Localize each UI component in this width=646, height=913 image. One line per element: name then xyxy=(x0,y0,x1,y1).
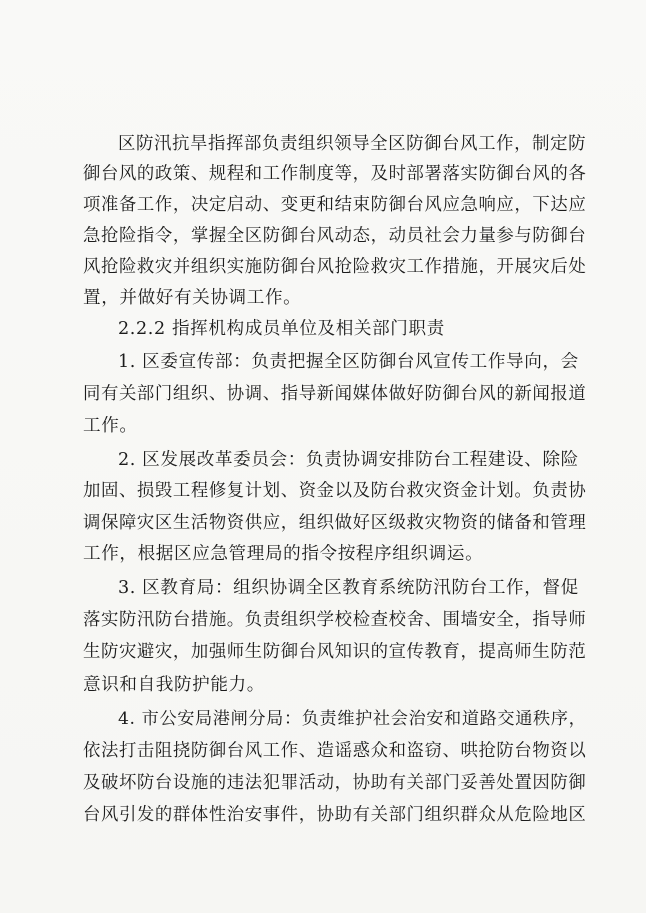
body-text-line: 风抢险救灾并组织实施防御台风抢险救灾工作措施，开展灾后处 xyxy=(83,257,587,277)
body-text-line: 2. 区发展改革委员会：负责协调安排防台工程建设、除险 xyxy=(118,450,579,470)
body-text-line: 置，并做好有关协调工作。 xyxy=(83,288,302,308)
body-text-line: 生防灾避灾，加强师生防御台风知识的宣传教育，提高师生防范 xyxy=(83,642,587,662)
body-text-line: 工作，根据区应急管理局的指令按程序组织调运。 xyxy=(83,544,484,564)
body-text-line: 台风引发的群体性治安事件，协助有关部门组织群众从危险地区 xyxy=(83,805,587,825)
body-text-line: 区防汛抗旱指挥部负责组织领导全区防御台风工作，制定防 xyxy=(118,134,587,154)
body-text-line: 4. 市公安局港闸分局：负责维护社会治安和道路交通秩序， xyxy=(118,709,587,729)
section-heading: 2.2.2 指挥机构成员单位及相关部门职责 xyxy=(118,319,445,339)
body-text-line: 急抢险指令，掌握全区防御台风动态，动员社会力量参与防御台 xyxy=(83,226,587,246)
body-text-line: 3. 区教育局：组织协调全区教育系统防汛防台工作，督促 xyxy=(118,578,579,598)
body-text-line: 及破坏防台设施的违法犯罪活动，协助有关部门妥善处置因防御 xyxy=(83,773,587,793)
body-text-line: 工作。 xyxy=(83,416,138,436)
body-text-line: 落实防汛防台措施。负责组织学校检查校舍、围墙安全，指导师 xyxy=(83,610,587,630)
body-text-line: 1. 区委宣传部：负责把握全区防御台风宣传工作导向，会 xyxy=(118,352,579,372)
body-text-line: 依法打击阻挠防御台风工作、造谣惑众和盗窃、哄抢防台物资以 xyxy=(83,741,587,761)
body-text-line: 加固、损毁工程修复计划、资金以及防台救灾资金计划。负责协 xyxy=(83,481,587,501)
body-text-line: 调保障灾区生活物资供应，组织做好区级救灾物资的储备和管理 xyxy=(83,513,587,533)
body-text-line: 同有关部门组织、协调、指导新闻媒体做好防御台风的新闻报道 xyxy=(83,384,587,404)
body-text-line: 御台风的政策、规程和工作制度等，及时部署落实防御台风的各 xyxy=(83,164,587,184)
body-text-line: 项准备工作，决定启动、变更和结束防御台风应急响应，下达应 xyxy=(83,195,587,215)
body-text-line: 意识和自我防护能力。 xyxy=(83,675,265,695)
